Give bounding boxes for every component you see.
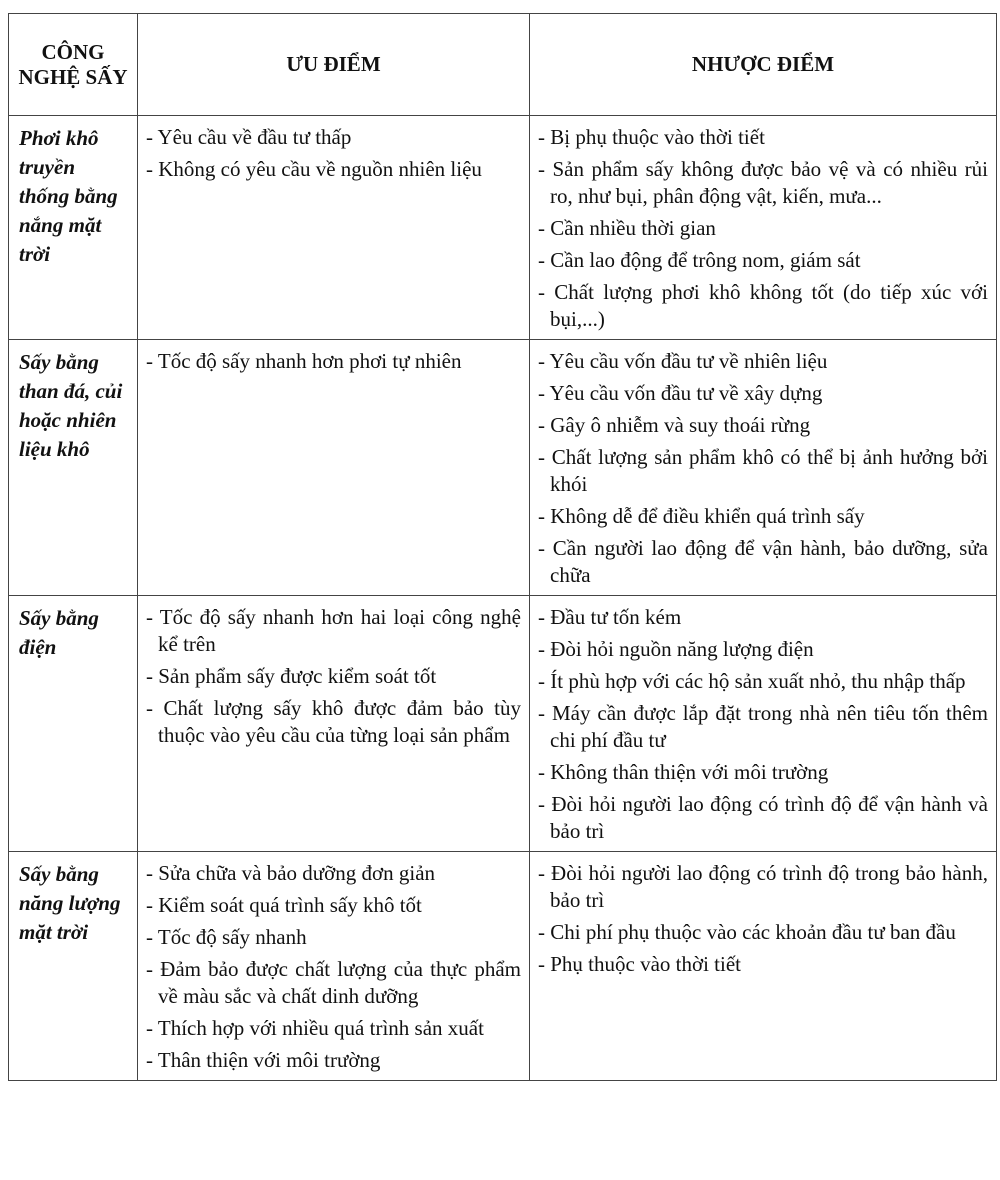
disadvantage-item: - Không thân thiện với môi trường	[538, 760, 829, 784]
table-row	[9, 596, 997, 852]
advantage-item: - Không có yêu cầu về nguồn nhiên liệu	[146, 157, 482, 181]
advantage-item: - Thích hợp với nhiều quá trình sản xuất	[146, 1016, 484, 1040]
disadvantage-item: - Phụ thuộc vào thời tiết	[538, 952, 741, 976]
advantage-item: - Tốc độ sấy nhanh hơn hai loại công nghệ kể trên	[146, 605, 521, 656]
disadvantages-cell	[530, 596, 997, 852]
disadvantage-item: - Yêu cầu vốn đầu tư về nhiên liệu	[538, 349, 828, 373]
disadvantages-cell	[530, 852, 997, 1081]
header-advantages: ƯU ĐIỂM	[138, 14, 530, 116]
disadvantage-item: - Bị phụ thuộc vào thời tiết	[538, 125, 765, 149]
table-row	[9, 116, 997, 340]
disadvantage-item: - Gây ô nhiễm và suy thoái rừng	[538, 413, 811, 437]
disadvantage-item: - Đòi hỏi người lao động có trình độ trong bảo hành, bảo trì	[538, 861, 988, 912]
advantage-item: - Kiểm soát quá trình sấy khô tốt	[146, 893, 422, 917]
advantage-item: - Đảm bảo được chất lượng của thực phẩm về màu sắc và chất dinh dưỡng	[146, 957, 521, 1008]
table-row	[9, 340, 997, 596]
disadvantage-item: - Đòi hỏi người lao động có trình độ để vận hành và bảo trì	[538, 792, 988, 843]
header-disadvantages: NHƯỢC ĐIỂM	[530, 14, 997, 116]
disadvantage-item: - Yêu cầu vốn đầu tư về xây dựng	[538, 381, 823, 405]
advantages-cell	[138, 340, 530, 596]
disadvantage-item: - Chất lượng sản phẩm khô có thể bị ảnh hưởng bởi khói	[538, 445, 988, 496]
advantage-item: - Tốc độ sấy nhanh	[146, 925, 307, 949]
disadvantage-item: - Đầu tư tốn kém	[538, 605, 682, 629]
advantage-item: - Yêu cầu về đầu tư thấp	[146, 125, 352, 149]
disadvantage-item: - Cần lao động để trông nom, giám sát	[538, 248, 861, 272]
table-row	[9, 852, 997, 1081]
advantage-item: - Tốc độ sấy nhanh hơn phơi tự nhiên	[146, 349, 462, 373]
disadvantages-cell	[530, 340, 997, 596]
technology-name: Sấy bằng năng lượng mặt trời	[9, 852, 138, 1081]
disadvantage-item: - Chất lượng phơi khô không tốt (do tiếp xúc với bụi,...)	[538, 280, 988, 331]
advantages-cell	[138, 116, 530, 340]
disadvantage-item: - Đòi hỏi nguồn năng lượng điện	[538, 637, 814, 661]
disadvantage-item: - Chi phí phụ thuộc vào các khoản đầu tư ban đầu	[538, 920, 956, 944]
technology-name: Sấy bằng than đá, củi hoặc nhiên liệu khô	[9, 340, 138, 596]
disadvantages-cell	[530, 116, 997, 340]
advantage-item: - Thân thiện với môi trường	[146, 1048, 381, 1072]
advantage-item: - Sửa chữa và bảo dưỡng đơn giản	[146, 861, 436, 885]
header-technology: CÔNG NGHỆ SẤY	[9, 14, 138, 116]
advantage-item: - Chất lượng sấy khô được đảm bảo tùy thuộc vào yêu cầu của từng loại sản phẩm	[146, 696, 521, 747]
drying-technology-comparison-table	[8, 13, 997, 1081]
table-body	[9, 116, 997, 1081]
technology-name: Sấy bằng điện	[9, 596, 138, 852]
disadvantage-item: - Không dễ để điều khiển quá trình sấy	[538, 504, 865, 528]
disadvantage-item: - Ít phù hợp với các hộ sản xuất nhỏ, thu nhập thấp	[538, 669, 966, 693]
disadvantage-item: - Cần người lao động để vận hành, bảo dưỡng, sửa chữa	[538, 536, 988, 587]
disadvantage-item: - Cần nhiều thời gian	[538, 216, 716, 240]
technology-name: Phơi khô truyền thống bằng nắng mặt trời	[9, 116, 138, 340]
advantages-cell	[138, 852, 530, 1081]
table-header-row	[9, 14, 997, 116]
advantage-item: - Sản phẩm sấy được kiểm soát tốt	[146, 664, 437, 688]
disadvantage-item: - Sản phẩm sấy không được bảo vệ và có nhiều rủi ro, như bụi, phân động vật, kiến, mưa...	[538, 157, 988, 208]
disadvantage-item: - Máy cần được lắp đặt trong nhà nên tiêu tốn thêm chi phí đầu tư	[538, 701, 988, 752]
advantages-cell	[138, 596, 530, 852]
